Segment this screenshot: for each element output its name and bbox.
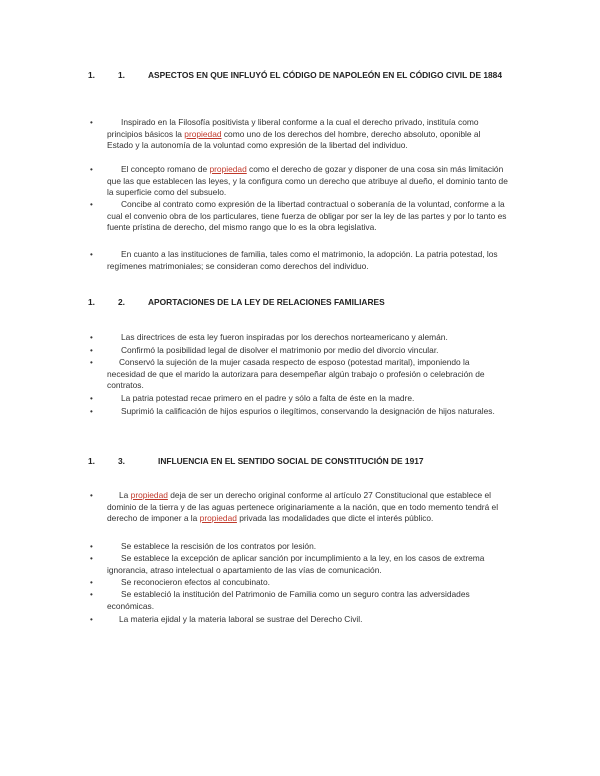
section-title: INFLUENCIA EN EL SENTIDO SOCIAL DE CONSTITUCIÓN DE 1917 bbox=[158, 456, 424, 466]
section-subnumber: 3. bbox=[118, 456, 125, 466]
list-item bbox=[90, 357, 508, 392]
bullet: • bbox=[90, 250, 93, 259]
list-item bbox=[90, 199, 508, 234]
list-item bbox=[90, 553, 508, 576]
propiedad-link[interactable]: propiedad bbox=[209, 164, 247, 174]
list-item bbox=[90, 393, 508, 405]
section-heading bbox=[88, 297, 518, 308]
bullet: • bbox=[90, 590, 93, 599]
item-text: La materia ejidal y la materia laboral se sustrae del Derecho Civil. bbox=[119, 614, 363, 624]
bullet: • bbox=[90, 333, 93, 342]
list-item bbox=[90, 589, 508, 612]
bullet: • bbox=[90, 615, 93, 624]
list-item bbox=[90, 332, 508, 344]
list-item bbox=[90, 249, 508, 272]
item-text: Se establece la excepción de aplicar sanción por incumplimiento a la ley, en los casos de extrema ignorancia, atraso intelectual o apartamiento de las vías de comunicación. bbox=[107, 553, 485, 575]
section-subnumber: 1. bbox=[118, 70, 125, 80]
section-heading bbox=[88, 456, 518, 467]
list-item bbox=[90, 406, 508, 418]
item-text: En cuanto a las instituciones de familia, tales como el matrimonio, la adopción. La patria potestad, los regímenes matrimoniales; se consideran como derechos del individuo. bbox=[107, 249, 498, 271]
item-text: Las directrices de esta ley fueron inspiradas por los derechos norteamericano y alemán. bbox=[121, 332, 448, 342]
propiedad-link[interactable]: propiedad bbox=[130, 490, 168, 500]
bullet: • bbox=[90, 358, 93, 367]
bullet: • bbox=[90, 407, 93, 416]
list-item bbox=[90, 345, 508, 357]
list-item bbox=[90, 490, 508, 525]
item-text: Se reconocieron efectos al concubinato. bbox=[121, 577, 270, 587]
item-text: Inspirado en la Filosofía positivista y liberal conforme a la cual el derecho privado, instituía como principios básicos la propiedad como uno de los derechos del hombre, derecho absoluto, oponible al Estado y la autonomía de la voluntad como expresión de la libertad del individuo. bbox=[107, 117, 481, 151]
item-text: La propiedad deja de ser un derecho original conforme al artículo 27 Constitucional que establece el dominio de la tierra y de las aguas pertenece originariamente a la nación, que en todo memento tendrá el derecho de imponer a la propiedad privada las modalidades que dicte el interés público. bbox=[107, 490, 499, 524]
item-text: Conservó la sujeción de la mujer casada respecto de esposo (potestad marital), imponiendo la necesidad de que el marido la autorizara para desempeñar algún trabajo o profesión o celebración de contratos. bbox=[107, 357, 485, 391]
item-text: Confirmó la posibilidad legal de disolver el matrimonio por medio del divorcio vincular. bbox=[121, 345, 439, 355]
bullet: • bbox=[90, 554, 93, 563]
section-number: 1. bbox=[88, 70, 95, 80]
section-heading bbox=[88, 70, 518, 81]
bullet: • bbox=[90, 542, 93, 551]
section-number: 1. bbox=[88, 456, 95, 466]
section-title: APORTACIONES DE LA LEY DE RELACIONES FAMILIARES bbox=[148, 297, 385, 307]
section-subnumber: 2. bbox=[118, 297, 125, 307]
item-text: Se establece la rescisión de los contratos por lesión. bbox=[121, 541, 317, 551]
list-item bbox=[90, 577, 508, 589]
bullet: • bbox=[90, 394, 93, 403]
item-text: Suprimió la calificación de hijos espurios o ilegítimos, conservando la designación de hijos naturales. bbox=[121, 406, 495, 416]
item-text: Concibe al contrato como expresión de la libertad contractual o soberanía de la voluntad, conforme a la cual el convenio obra de los particulares, tiene fuerza de obligar por ser la ley de las partes y por lo tanto es fuente prístina de derecho, del mismo rango que lo es la obra legislativa. bbox=[107, 199, 507, 233]
item-text: Se estableció la institución del Patrimonio de Familia como un seguro contra las adversidades económicas. bbox=[107, 589, 470, 611]
bullet: • bbox=[90, 578, 93, 587]
item-text: El concepto romano de propiedad como el derecho de gozar y disponer de una cosa sin más limitación que las que establecen las leyes, y la configura como un derecho que atribuye al dueño, el dominio tanto de la superficie como del subsuelo. bbox=[107, 164, 508, 198]
bullet: • bbox=[90, 346, 93, 355]
bullet: • bbox=[90, 165, 93, 174]
section-title: ASPECTOS EN QUE INFLUYÓ EL CÓDIGO DE NAPOLEÓN EN EL CÓDIGO CIVIL DE 1884 bbox=[148, 70, 502, 80]
propiedad-link[interactable]: propiedad bbox=[184, 128, 222, 139]
list-item bbox=[90, 164, 508, 199]
bullet: • bbox=[90, 200, 93, 209]
item-text: La patria potestad recae primero en el padre y sólo a falta de éste en la madre. bbox=[121, 393, 415, 403]
list-item bbox=[90, 541, 508, 553]
propiedad-link[interactable]: propiedad bbox=[199, 513, 237, 524]
bullet: • bbox=[90, 491, 93, 500]
section-number: 1. bbox=[88, 297, 95, 307]
list-item bbox=[90, 614, 508, 626]
list-item bbox=[90, 117, 508, 152]
bullet: • bbox=[90, 118, 93, 127]
